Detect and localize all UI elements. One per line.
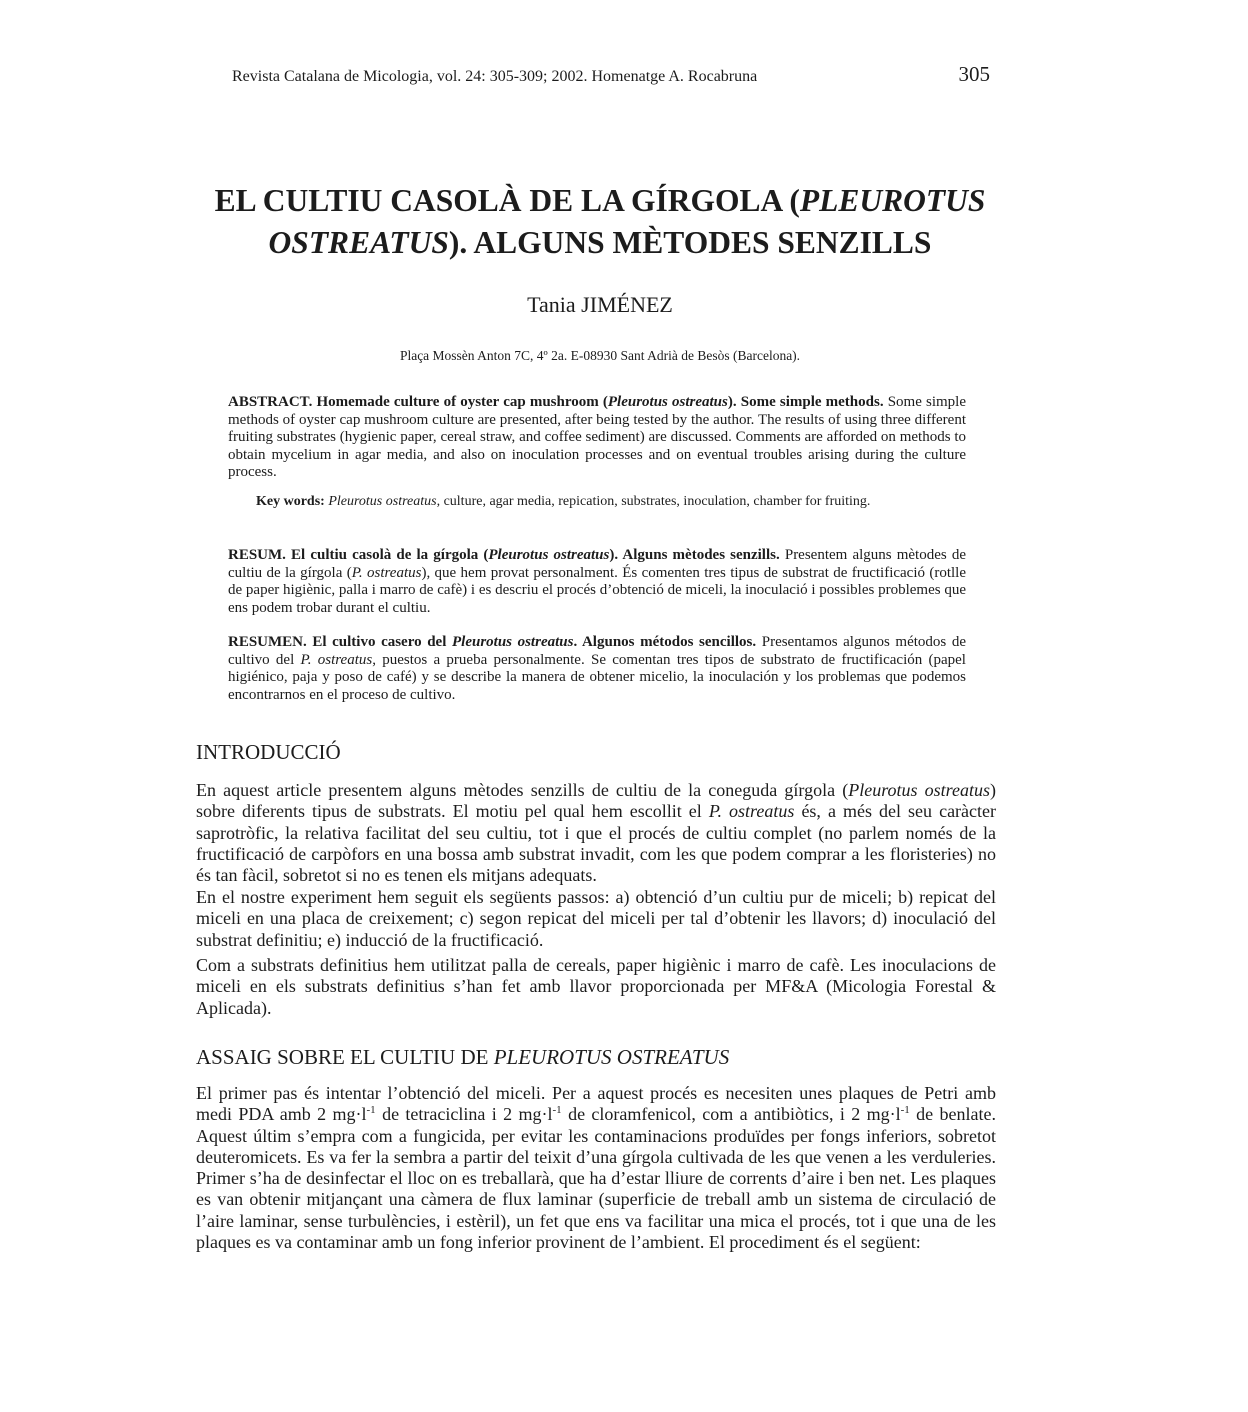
assaig-text-3: de cloramfenicol, com a antibiòtics, i 2 mg·l (561, 1104, 901, 1125)
assaig-text-1: El primer pas és intentar l’obtenció del miceli. Per a aquest procés es necesiten unes plaques de Petri amb medi PDA amb 2 mg·l (196, 1083, 996, 1125)
assaig-paragraph (196, 1083, 996, 1253)
resumen-lead-text: RESUMEN. El cultivo casero del (228, 634, 452, 650)
abstract-text: Some simple methods of oyster cap mushroom culture are presented, after being tested by the author. The results of using three different fruiting substrates (hygienic paper, cereal straw, and coffee sediment) are discussed. Comments are afforded on methods to obtain mycelium in agar media, and also on inoculation processes and on eventual troubles arising during the culture process. (228, 394, 966, 481)
keywords-paragraph (256, 493, 966, 511)
resumen-lead-species: Pleurotus ostreatus (451, 634, 574, 650)
title-species-genus: PLEUROTUS (799, 183, 986, 218)
resum-species: P. ostreatus (351, 564, 422, 581)
keywords-text: , culture, agar media, repication, substrates, inoculation, chamber for fruiting. (436, 494, 871, 509)
intro-p1-species: Pleurotus ostreatus (848, 780, 991, 800)
assaig-text-2: de tetraciclina i 2 mg·l (375, 1104, 553, 1125)
resum-lead-text: RESUM. El cultiu casolà de la gírgola ( (228, 547, 489, 563)
resum-text-end: ), que hem provat personalment. És comenten tres tipus de substrat de fructificació (rotlle de paper higiènic, palla i marro de cafè) i es descriu el procés d’obtenció de miceli, la inoculació i possibles problemes que ens podem trobar durant el cultiu. (228, 564, 966, 616)
abstract-lead-end: ). Some simple methods. (727, 394, 884, 410)
running-header (232, 62, 990, 87)
abstract-paragraph (228, 394, 966, 482)
resum-lead-end: ). Alguns mètodes senzills. (609, 547, 780, 563)
resum-paragraph (228, 547, 966, 617)
resumen-paragraph (228, 634, 966, 704)
section-heading-assaig (196, 1045, 729, 1070)
intro-paragraph-2: En el nostre experiment hem seguit els següents passos: a) obtenció d’un cultiu pur de miceli; b) repicat del miceli en una placa de creixement; c) segon repicat del miceli per tal d’obtenir les llavors; d) inoculació del substrat definitiu; e) inducció de la fructificació. (196, 887, 996, 950)
resumen-lead-end: . Algunos métodos sencillos. (573, 634, 757, 650)
section-heading-introduccio: INTRODUCCIÓ (196, 740, 341, 764)
assaig-heading-species: PLEUROTUS OSTREATUS (493, 1045, 730, 1069)
title-text: EL CULTIU CASOLÀ DE LA GÍRGOLA ( (214, 183, 800, 218)
assaig-heading-text: ASSAIG SOBRE EL CULTIU DE (196, 1045, 494, 1069)
superscript: -1 (366, 1104, 376, 1117)
author-address: Plaça Mossèn Anton 7C, 4º 2a. E-08930 Sant Adrià de Besòs (Barcelona). (399, 348, 801, 363)
author-name: Tania JIMÉNEZ (527, 292, 673, 317)
article-title (200, 180, 1000, 264)
intro-paragraph-3: Com a substrats definitius hem utilitzat palla de cereals, paper higiènic i marro de cafè. Les inoculacions de miceli en els substrats definitius s’han fet amb llavor proporcionada per MF&A (Micologia Forestal & Aplicada). (196, 955, 996, 1018)
assaig-text-4: de benlate. Aquest últim s’empra com a fungicida, per evitar les contaminacions produïdes per fongs inferiors, sobretot deuteromicets. Es va fer la sembra a partir del teixit d’una gírgola cultivada de les que venen a les verduleries. Primer s’ha de desinfectar el lloc on es treballarà, que ha d’estar lliure de corrents d’aire i ben net. Les plaques es van obtenir mitjançant una càmera de flux laminar (superficie de treball amb un sistema de circulació de l’aire laminar, sense turbulències, i estèril), un fet que ens va facilitar una mica el procés, tot i que una de les plaques es va contaminar amb un fong inferior provinent de l’ambient. El procediment és el següent: (196, 1104, 997, 1253)
resumen-text-end: , puestos a prueba personalmente. Se comentan tres tipos de substrato de fructificación (papel higiénico, paja y poso de café) y se describe la manera de obtener micelio, la inoculación y los problemas que podemos encontrarnos en el proceso de cultivo. (228, 651, 966, 703)
resum-lead-species: Pleurotus ostreatus (488, 547, 610, 563)
abstract-lead-species: Pleurotus ostreatus (607, 394, 728, 410)
superscript: -1 (552, 1104, 562, 1117)
page-number: 305 (958, 62, 990, 86)
resumen-lead (228, 634, 756, 650)
keywords-species: Pleurotus ostreatus (328, 494, 437, 509)
abstract-lead-text: ABSTRACT. Homemade culture of oyster cap mushroom ( (228, 394, 608, 410)
journal-citation: Revista Catalana de Micologia, vol. 24: 305-309; 2002. Homenatge A. Rocabruna (232, 68, 758, 85)
resum-lead (228, 547, 780, 563)
title-text-end: ). ALGUNS MÈTODES SENZILLS (448, 225, 932, 260)
keywords-label: Key words: (256, 494, 325, 509)
intro-p1-text-2: ) sobre diferents tipus de substrats. El motiu pel qual hem escollit el (196, 780, 997, 822)
intro-p1-text-3: és, a més del seu caràcter saprotròfic, la relativa facilitat del seu cultiu, tot i que el procés de cultiu complet (no parlem només de la fructificació de carpòfors en una bossa amb substrat invadit, com les que podem comprar a les floristeries) no és tan fàcil, sobretot si no es tenen els mitjans adequats. (196, 801, 997, 886)
resum-text: Presentem alguns mètodes de cultiu de la gírgola ( (228, 547, 966, 581)
abstract-lead (228, 394, 884, 410)
intro-paragraph-1 (196, 780, 996, 886)
title-species-epithet: OSTREATUS (268, 225, 449, 260)
intro-p1-text: En aquest article presentem alguns mètodes senzills de cultiu de la coneguda gírgola ( (196, 780, 849, 800)
resumen-text: Presentamos algunos métodos de cultivo del (228, 634, 966, 668)
resumen-species: P. ostreatus (300, 651, 373, 668)
intro-p1-species-2: P. ostreatus (708, 801, 795, 822)
superscript: -1 (900, 1104, 910, 1117)
